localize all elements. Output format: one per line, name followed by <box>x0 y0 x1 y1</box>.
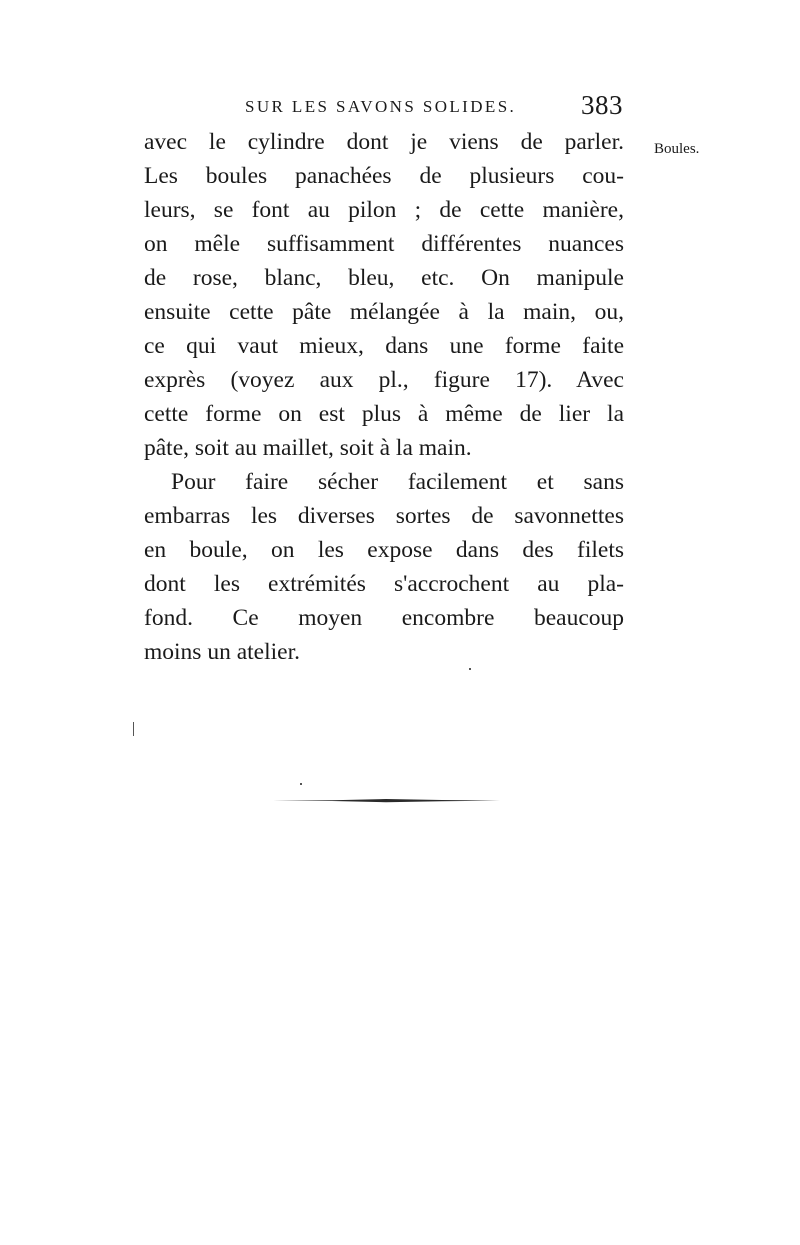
text-line: Les boules panachées de plusieurs cou- <box>144 163 624 189</box>
text-line: fond. Ce moyen encombre beaucoup <box>144 605 624 631</box>
print-speck <box>469 668 471 670</box>
text-line: cette forme on est plus à même de lier la <box>144 401 624 427</box>
text-line: ensuite cette pâte mélangée à la main, ou, <box>144 299 624 325</box>
end-rule <box>272 798 500 803</box>
text-line: leurs, se font au pilon ; de cette manière, <box>144 197 624 223</box>
text-line: on mêle suffisamment différentes nuances <box>144 231 624 257</box>
text-line: embarras les diverses sortes de savonnettes <box>144 503 624 529</box>
text-line: exprès (voyez aux pl., figure 17). Avec <box>144 367 624 393</box>
print-speck <box>300 783 302 785</box>
text-line: dont les extrémités s'accrochent au pla- <box>144 571 624 597</box>
text-line: avec le cylindre dont je viens de parler. <box>144 129 624 155</box>
text-line: en boule, on les expose dans des filets <box>144 537 624 563</box>
running-head <box>145 90 623 124</box>
text-line: moins un atelier. <box>144 639 300 665</box>
marginal-note: Boules. <box>654 141 700 157</box>
running-title: SUR LES SAVONS SOLIDES. <box>245 97 517 116</box>
text-line: ce qui vaut mieux, dans une forme faite <box>144 333 624 359</box>
text-line: Pour faire sécher facilement et sans <box>171 469 624 495</box>
text-line: pâte, soit au maillet, soit à la main. <box>144 435 472 461</box>
text-line: de rose, blanc, bleu, etc. On manipule <box>144 265 624 291</box>
page-number: 383 <box>581 90 623 120</box>
print-speck <box>133 722 134 736</box>
